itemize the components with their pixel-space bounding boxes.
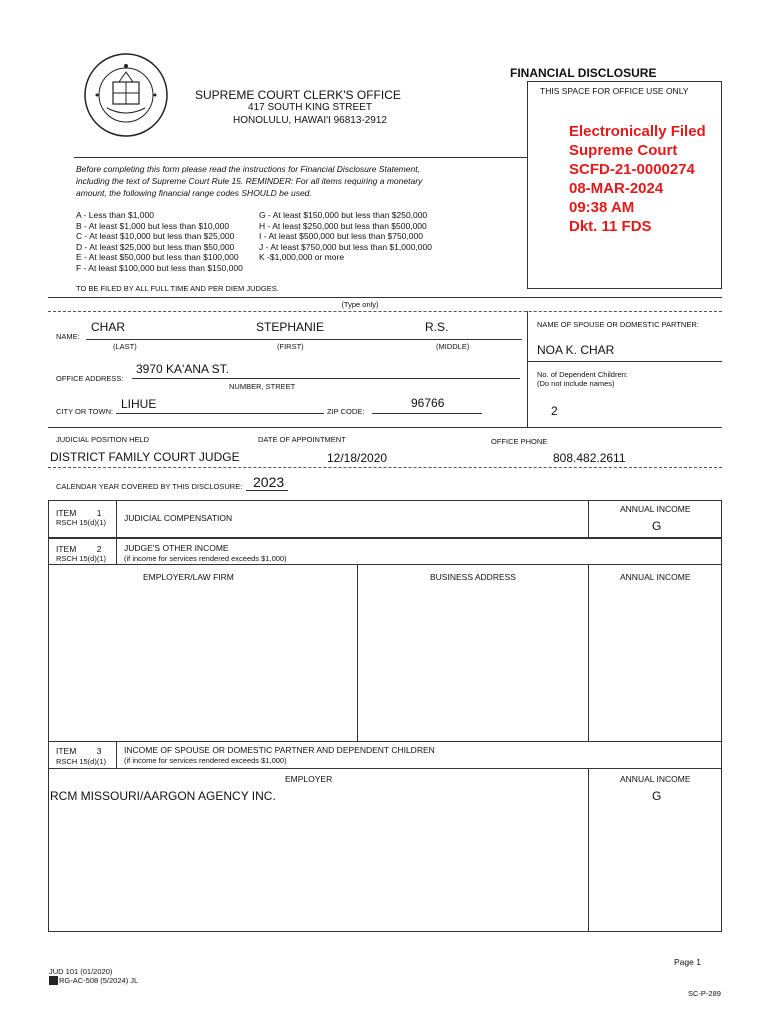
children-value: 2 bbox=[551, 404, 558, 418]
range-code: I - At least $500,000 but less than $750,000 bbox=[259, 231, 423, 241]
stamp-line: Supreme Court bbox=[569, 142, 678, 159]
year-value: 2023 bbox=[253, 474, 285, 490]
item2-col-address: BUSINESS ADDRESS bbox=[430, 572, 516, 582]
range-code: C - At least $10,000 but less than $25,000 bbox=[76, 231, 235, 241]
children-label-line: No. of Dependent Children: bbox=[537, 370, 628, 379]
range-codes-right bbox=[259, 210, 432, 263]
year-label: CALENDAR YEAR COVERED BY THIS DISCLOSURE: bbox=[56, 482, 243, 491]
children-label bbox=[537, 370, 628, 388]
divider bbox=[588, 500, 589, 538]
item1-rule: RSCH 15(d)(1) bbox=[56, 518, 107, 527]
divider bbox=[48, 564, 722, 565]
phone-value: 808.482.2611 bbox=[553, 451, 626, 465]
last-label: (LAST) bbox=[113, 342, 137, 351]
divider bbox=[357, 565, 358, 742]
range-code: E - At least $50,000 but less than $100,000 bbox=[76, 252, 239, 262]
range-code: D - At least $25,000 but less than $50,000 bbox=[76, 241, 235, 252]
range-code: J - At least $750,000 but less than $1,000,000 bbox=[259, 241, 432, 252]
range-code: F - At least $100,000 but less than $150,000 bbox=[76, 262, 243, 273]
children-label-line: (Do not include names) bbox=[537, 379, 615, 388]
last-name-value: CHAR bbox=[91, 320, 126, 334]
item2-box bbox=[48, 538, 722, 742]
divider bbox=[48, 311, 722, 312]
city-value: LIHUE bbox=[121, 397, 157, 411]
range-code: G - At least $150,000 but less than $250,000 bbox=[259, 210, 428, 220]
spouse-label: NAME OF SPOUSE OR DOMESTIC PARTNER: bbox=[537, 320, 699, 329]
item3-col-income: ANNUAL INCOME bbox=[620, 774, 691, 784]
year-underline bbox=[246, 490, 288, 491]
item2-col-income: ANNUAL INCOME bbox=[620, 572, 691, 582]
item-word: ITEM bbox=[56, 544, 77, 554]
divider bbox=[527, 311, 528, 427]
item-number: 2 bbox=[96, 544, 102, 554]
item1-label bbox=[56, 508, 101, 518]
range-code: B - At least $1,000 but less than $10,000 bbox=[76, 220, 230, 231]
divider bbox=[48, 297, 722, 298]
first-label: (FIRST) bbox=[277, 342, 304, 351]
city-underline bbox=[116, 413, 324, 414]
court-seal-icon bbox=[83, 52, 169, 138]
divider bbox=[48, 427, 722, 428]
range-code: K -$1,000,000 or more bbox=[259, 252, 345, 262]
item-number: 3 bbox=[96, 746, 102, 756]
middle-name-value: R.S. bbox=[425, 320, 449, 334]
address-value: 3970 KA'ANA ST. bbox=[136, 362, 230, 376]
position-label: JUDICIAL POSITION HELD bbox=[56, 435, 150, 444]
instruction-line: including the text of Supreme Court Rule 15. REMINDER: For all items requiring a monetary bbox=[76, 176, 423, 186]
divider bbox=[74, 157, 528, 158]
item2-col-employer: EMPLOYER/LAW FIRM bbox=[143, 572, 234, 582]
zip-underline bbox=[372, 413, 482, 414]
item2-title: JUDGE'S OTHER INCOME bbox=[124, 543, 229, 553]
instructions bbox=[76, 163, 422, 199]
item3-income-value: G bbox=[652, 789, 662, 803]
item3-employer-value: RCM MISSOURI/AARGON AGENCY INC. bbox=[50, 789, 276, 803]
instruction-line: Before completing this form please read the instructions for Financial Disclosure Statement, bbox=[76, 164, 420, 174]
item3-col-employer: EMPLOYER bbox=[285, 774, 333, 784]
city-label: CITY OR TOWN: bbox=[56, 407, 114, 416]
form-number: JUD 101 (01/2020) bbox=[49, 967, 113, 976]
document-icon bbox=[49, 976, 58, 985]
middle-label: (MIDDLE) bbox=[436, 342, 470, 351]
filed-by-note: TO BE FILED BY ALL FULL TIME AND PER DIEM JUDGES. bbox=[76, 284, 279, 293]
first-name-value: STEPHANIE bbox=[256, 320, 325, 334]
address-sub-label: NUMBER, STREET bbox=[229, 382, 296, 391]
zip-value: 96766 bbox=[411, 396, 445, 410]
page-number: Page 1 bbox=[674, 957, 701, 967]
rg-number bbox=[49, 976, 138, 985]
divider bbox=[116, 500, 117, 538]
item-word: ITEM bbox=[56, 508, 77, 518]
range-codes-left bbox=[76, 210, 243, 273]
zip-label: ZIP CODE: bbox=[327, 407, 365, 416]
address-label: OFFICE ADDRESS: bbox=[56, 374, 124, 383]
stamp-line: 08-MAR-2024 bbox=[569, 180, 664, 197]
name-label: NAME: bbox=[56, 332, 80, 341]
type-only-note: (Type only) bbox=[341, 300, 379, 309]
item2-rule: RSCH 15(d)(1) bbox=[56, 554, 107, 563]
item3-rule: RSCH 15(d)(1) bbox=[56, 757, 107, 766]
address-underline bbox=[132, 378, 520, 379]
item-number: 1 bbox=[96, 508, 102, 518]
appointment-label: DATE OF APPOINTMENT bbox=[258, 435, 346, 444]
divider bbox=[116, 538, 117, 564]
item1-title: JUDICIAL COMPENSATION bbox=[124, 513, 233, 523]
rg-number-text: RG-AC-508 (5/2024) JL bbox=[59, 976, 139, 985]
office-city: HONOLULU, HAWAI'I 96813-2912 bbox=[232, 115, 387, 126]
divider bbox=[588, 769, 589, 932]
divider bbox=[48, 768, 722, 769]
filing-stamp bbox=[569, 122, 706, 236]
sc-number: SC-P-289 bbox=[688, 989, 721, 998]
divider bbox=[527, 361, 722, 362]
item3-subtitle: (if income for services rendered exceeds $1,000) bbox=[124, 756, 287, 765]
item3-label bbox=[56, 746, 101, 756]
stamp-line: Dkt. 11 FDS bbox=[569, 218, 652, 235]
stamp-line: 09:38 AM bbox=[569, 199, 635, 216]
office-use-label: THIS SPACE FOR OFFICE USE ONLY bbox=[540, 86, 689, 96]
name-underline bbox=[86, 339, 522, 340]
appointment-value: 12/18/2020 bbox=[327, 451, 388, 465]
item3-title: INCOME OF SPOUSE OR DOMESTIC PARTNER AND DEPENDENT CHILDREN bbox=[124, 745, 435, 755]
item2-label bbox=[56, 544, 101, 554]
divider bbox=[48, 467, 722, 468]
item2-subtitle: (if income for services rendered exceeds $1,000) bbox=[124, 554, 287, 563]
office-name: SUPREME COURT CLERK'S OFFICE bbox=[195, 88, 401, 102]
instruction-line: amount, the following financial range codes SHOULD be used. bbox=[76, 188, 312, 198]
range-code: H - At least $250,000 but less than $500,000 bbox=[259, 220, 427, 231]
item3-box bbox=[48, 741, 722, 932]
stamp-line: Electronically Filed bbox=[569, 123, 706, 140]
item1-income-label: ANNUAL INCOME bbox=[620, 504, 691, 514]
position-value: DISTRICT FAMILY COURT JUDGE bbox=[50, 450, 240, 464]
phone-label: OFFICE PHONE bbox=[491, 437, 548, 446]
divider bbox=[588, 565, 589, 742]
item-word: ITEM bbox=[56, 746, 77, 756]
office-street: 417 SOUTH KING STREET bbox=[248, 102, 372, 113]
divider bbox=[116, 741, 117, 768]
item1-income-value: G bbox=[652, 519, 662, 533]
stamp-line: SCFD-21-0000274 bbox=[569, 161, 695, 178]
form-title: FINANCIAL DISCLOSURE bbox=[510, 66, 657, 80]
range-code: A - Less than $1,000 bbox=[76, 210, 154, 220]
spouse-value: NOA K. CHAR bbox=[537, 343, 615, 357]
